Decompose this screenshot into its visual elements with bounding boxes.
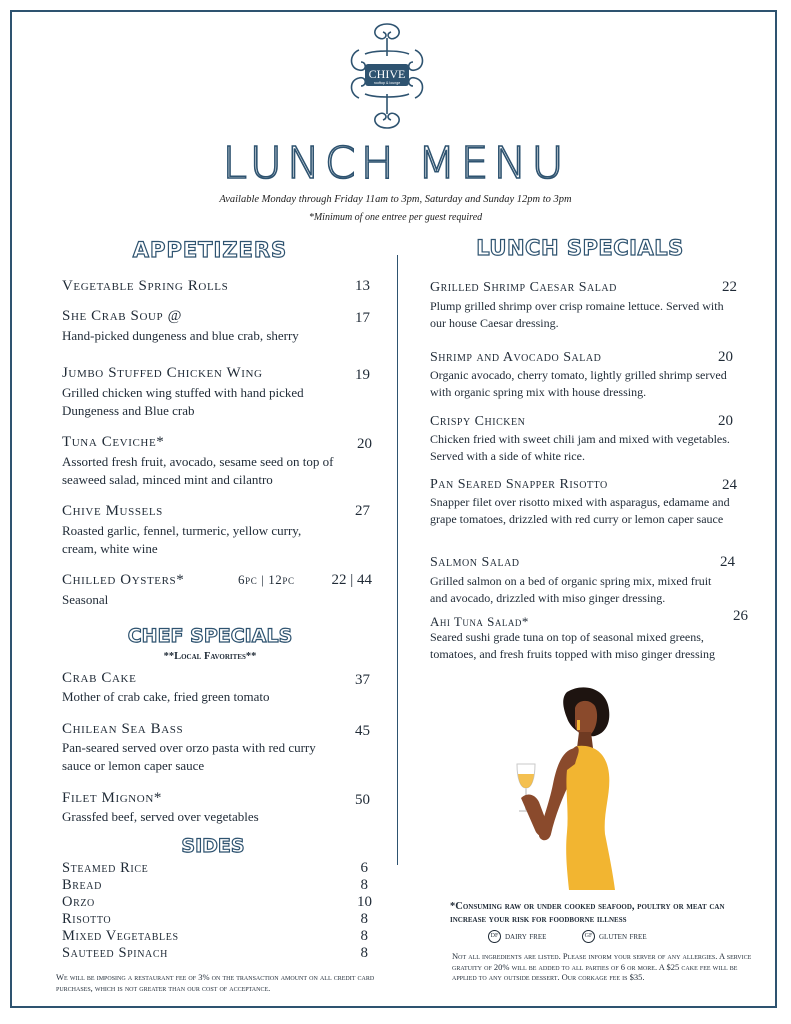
page-title: LUNCH MENU bbox=[222, 138, 569, 189]
side-name: Mixed Vegetables bbox=[62, 928, 179, 944]
allergy-note: Not all ingredients are listed. Please inform your server of any allergies. A service gratuity of 20% will be added to all parties of 6 or more. A $25 cake fee will be applied to any outside dessert. Our corkage fee is $35. bbox=[452, 951, 752, 982]
gluten-free-icon: GF bbox=[582, 930, 595, 943]
side-name: Sauteed Spinach bbox=[62, 945, 168, 961]
chef-specials-subheading: **Local Favorites** bbox=[163, 651, 257, 662]
appetizer-description: Hand-picked dungeness and blue crab, sherry bbox=[62, 328, 299, 343]
woman-with-wine-illustration bbox=[505, 684, 645, 894]
side-price: 8 bbox=[360, 877, 368, 893]
appetizer-description: Assorted fresh fruit, avocado, sesame seed on top of seaweed salad, minced mint and cilantro bbox=[62, 454, 334, 487]
dairy-free-legend bbox=[488, 930, 546, 943]
dairy-free-label: dairy free bbox=[505, 931, 547, 942]
side-name: Steamed Rice bbox=[62, 860, 149, 876]
appetizer-description: Grilled chicken wing stuffed with hand picked Dungeness and Blue crab bbox=[62, 385, 304, 418]
chive-logo bbox=[345, 20, 429, 132]
appetizer-price: 27 bbox=[355, 503, 370, 519]
chef-special-price: 45 bbox=[355, 723, 370, 739]
chef-special-description: Grassfed beef, served over vegetables bbox=[62, 809, 259, 824]
lunch-special-price: 20 bbox=[718, 349, 733, 365]
chef-special-name: Chilean Sea Bass bbox=[62, 721, 184, 737]
chef-special-price: 37 bbox=[355, 672, 370, 688]
oyster-sizes: 6pc | 12pc bbox=[238, 572, 295, 587]
lunch-special-name: Grilled Shrimp Caesar Salad bbox=[430, 280, 617, 295]
lunch-special-description: Organic avocado, cherry tomato, lightly grilled shrimp served with organic spring mix with house dressing. bbox=[430, 368, 727, 399]
side-price: 10 bbox=[357, 894, 372, 910]
appetizer-description: Roasted garlic, fennel, turmeric, yellow curry, cream, white wine bbox=[62, 523, 302, 556]
gluten-free-legend bbox=[582, 930, 647, 943]
column-divider bbox=[397, 255, 398, 865]
lunch-special-price: 20 bbox=[718, 413, 733, 429]
lunch-special-name: Shrimp and Avocado Salad bbox=[430, 350, 602, 365]
chef-specials-heading: CHEF SPECIALS bbox=[127, 625, 293, 647]
consuming-raw-warning: *Consuming raw or under cooked seafood, poultry or meat can increase your risk for foodborne illness bbox=[450, 901, 725, 925]
appetizer-price: 13 bbox=[355, 278, 370, 294]
appetizer-price: 17 bbox=[355, 310, 370, 326]
side-price: 8 bbox=[360, 945, 368, 961]
lunch-special-description: Seared sushi grade tuna on top of seasonal mixed greens, tomatoes, and fresh fruits topped with miso ginger dressing bbox=[430, 630, 715, 661]
appetizer-name: Jumbo Stuffed Chicken Wing bbox=[62, 365, 263, 381]
appetizer-description: Seasonal bbox=[62, 592, 109, 607]
side-name: Risotto bbox=[62, 911, 112, 927]
lunch-special-description: Chicken fried with sweet chili jam and mixed with vegetables. Served with a side of white rice. bbox=[430, 432, 730, 463]
side-price: 6 bbox=[360, 860, 368, 876]
chef-special-name: Filet Mignon* bbox=[62, 790, 162, 806]
appetizer-name: Chive Mussels bbox=[62, 503, 163, 519]
appetizers-heading: APPETIZERS bbox=[132, 238, 288, 262]
lunch-special-description: Grilled salmon on a bed of organic spring mix, mixed fruit and avocado, drizzled with miso ginger dressing. bbox=[430, 574, 712, 605]
side-name: Bread bbox=[62, 877, 102, 893]
chef-special-description: Pan-seared served over orzo pasta with red curry sauce or lemon caper sauce bbox=[62, 740, 316, 773]
lunch-special-name: Crispy Chicken bbox=[430, 414, 526, 429]
side-price: 8 bbox=[360, 911, 368, 927]
appetizer-name: Tuna Ceviche* bbox=[62, 434, 165, 450]
appetizer-name: Vegetable Spring Rolls bbox=[62, 278, 229, 294]
lunch-special-description: Snapper filet over risotto mixed with asparagus, edamame and grape tomatoes, drizzled with red curry or lemon caper sauce bbox=[430, 495, 730, 526]
appetizer-price: 22 | 44 bbox=[331, 572, 372, 588]
gluten-free-label: gluten free bbox=[599, 931, 647, 942]
minimum-text: *Minimum of one entree per guest required bbox=[308, 212, 483, 223]
chef-special-price: 50 bbox=[355, 792, 370, 808]
availability-text: Available Monday through Friday 11am to 3pm, Saturday and Sunday 12pm to 3pm bbox=[219, 194, 572, 205]
lunch-special-price: 24 bbox=[722, 477, 737, 493]
brand-name: CHIVE bbox=[368, 67, 406, 81]
lunch-special-name: Pan Seared Snapper Risotto bbox=[430, 477, 608, 492]
lunch-special-price: 22 bbox=[722, 279, 737, 295]
brand-tagline: rooftop & lounge bbox=[373, 81, 401, 85]
side-price: 8 bbox=[360, 928, 368, 944]
dairy-free-icon: DF bbox=[488, 930, 501, 943]
credit-card-fee-note: We will be imposing a restaurant fee of 3% on the transaction amount on all credit card purchases, which is not greater than our cost of acceptance. bbox=[56, 972, 375, 993]
chef-special-name: Crab Cake bbox=[62, 670, 137, 686]
lunch-special-name: Ahi Tuna Salad* bbox=[430, 614, 529, 629]
side-name: Orzo bbox=[62, 894, 95, 910]
chef-special-description: Mother of crab cake, fried green tomato bbox=[62, 689, 270, 704]
lunch-special-price: 24 bbox=[720, 554, 735, 570]
lunch-special-price: 26 bbox=[733, 608, 748, 624]
lunch-special-name: Salmon Salad bbox=[430, 555, 520, 570]
appetizer-price: 19 bbox=[355, 367, 370, 383]
sides-heading: SIDES bbox=[181, 835, 245, 857]
appetizer-price: 20 bbox=[357, 436, 372, 452]
lunch-special-description: Plump grilled shrimp over crisp romaine lettuce. Served with our house Caesar dressing. bbox=[430, 299, 724, 330]
appetizer-name: Chilled Oysters* bbox=[62, 572, 185, 588]
appetizer-name: She Crab Soup @ bbox=[62, 308, 183, 324]
lunch-specials-heading: LUNCH SPECIALS bbox=[476, 236, 684, 260]
